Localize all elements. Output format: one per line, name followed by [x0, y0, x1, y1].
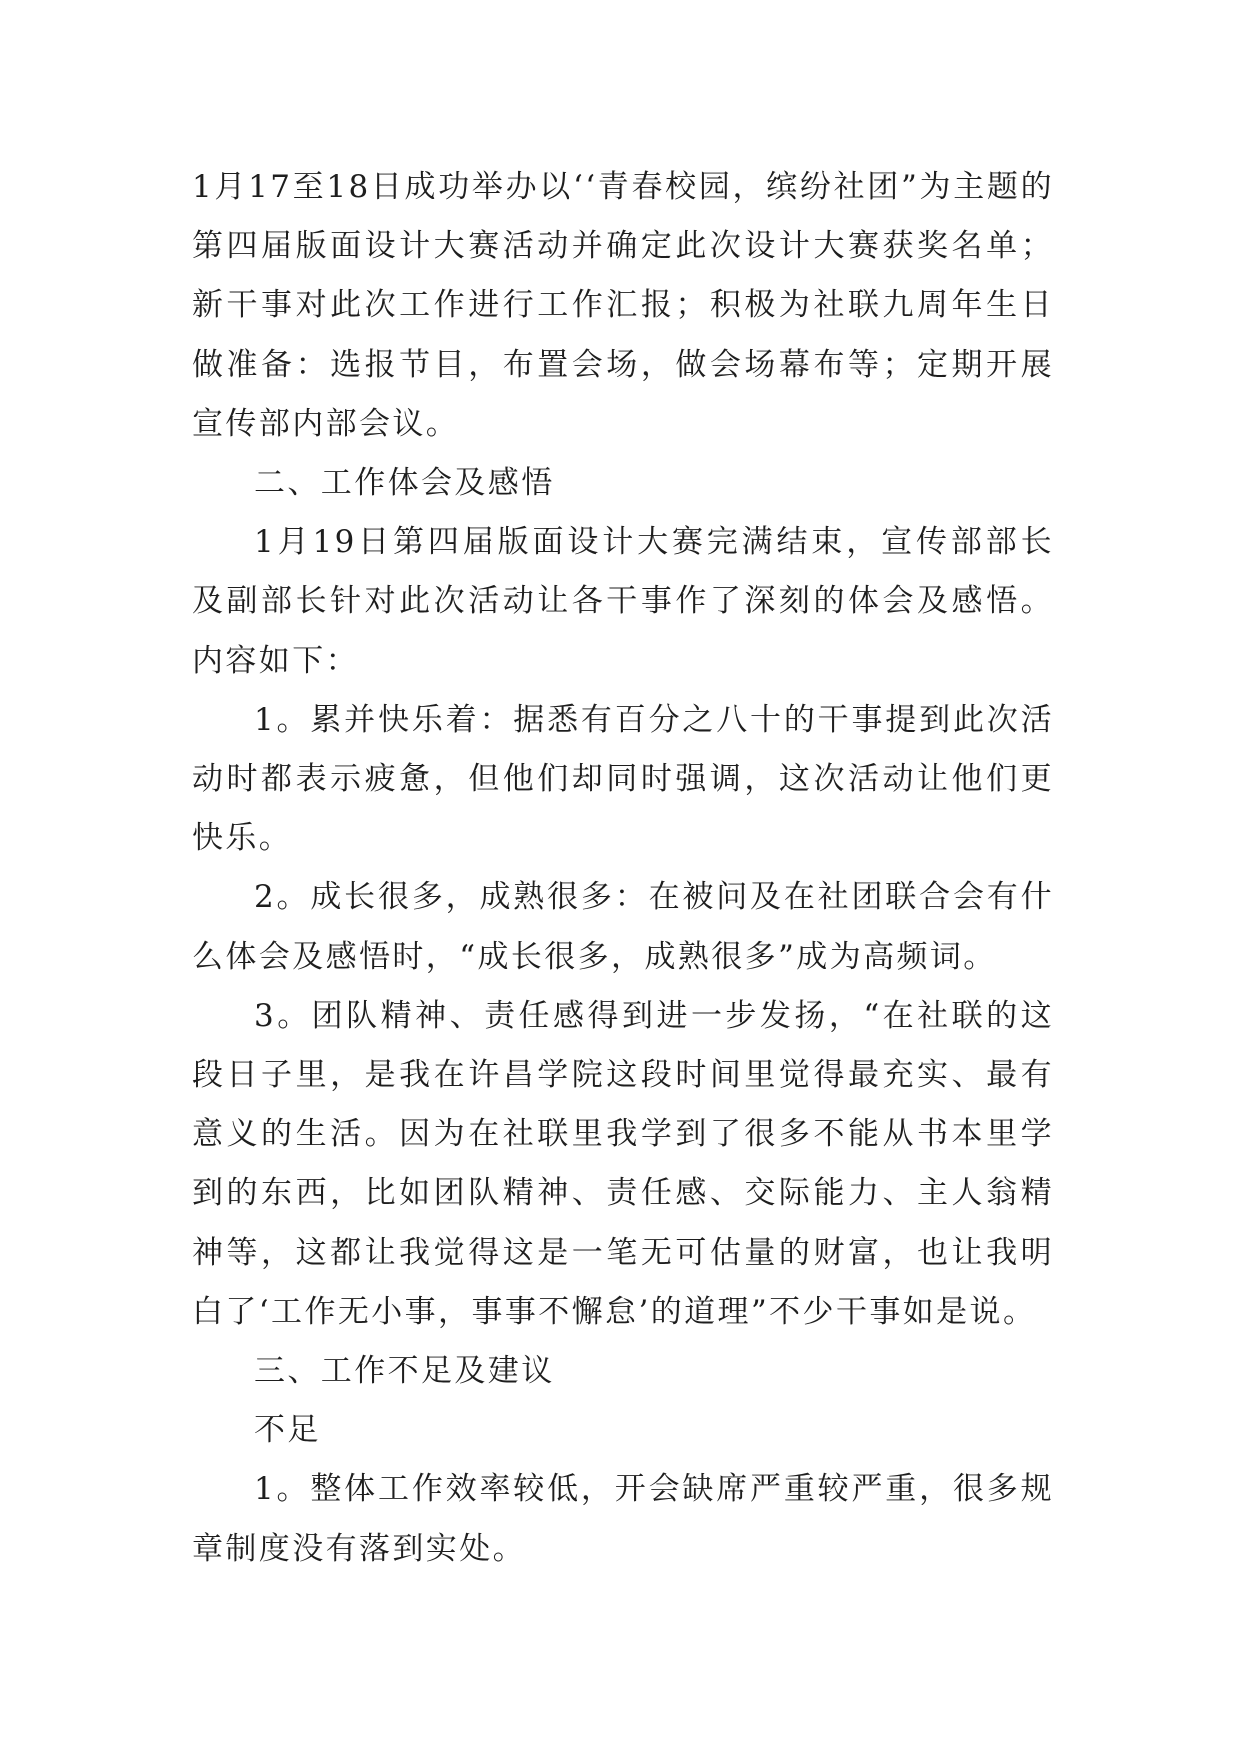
paragraph-shortcoming-1: 1。整体工作效率较低，开会缺席严重较严重，很多规章制度没有落到实处。 [192, 1471, 1054, 1567]
section-heading-shortcomings: 三、工作不足及建议 [254, 1353, 555, 1390]
section-heading-experience: 二、工作体会及感悟 [254, 465, 555, 502]
paragraph-activities-summary: 1月17至18日成功举办以‘‘青春校园，缤纷社团”为主题的第四届版面设计大赛活动并确定此次设计大赛获奖名单；新干事对此次工作进行工作汇报；积极为社联九周年生日做准备：选报节目，布置会场，做会场幕布等；定期开展宣传部内部会议。 [192, 169, 1054, 442]
paragraph-contest-conclusion: 1月19日第四届版面设计大赛完满结束，宣传部部长及副部长针对此次活动让各干事作了深刻的体会及感悟。内容如下： [192, 524, 1054, 679]
document-body [192, 158, 1054, 1579]
paragraph-point-3-team-spirit: 3。团队精神、责任感得到进一步发扬，“在社联的这段日子里，是我在许昌学院这段时间里觉得最充实、最有意义的生活。因为在社联里我学到了很多不能从书本里学到的东西，比如团队精神、责任感、交际能力、主人翁精神等，这都让我觉得这是一笔无可估量的财富，也让我明白了‘工作无小事，事事不懈怠’的道理”不少干事如是说。 [192, 997, 1054, 1330]
paragraph-point-2-growth: 2。成长很多，成熟很多：在被问及在社团联合会有什么体会及感悟时，“成长很多，成熟很多”成为高频词。 [192, 879, 1054, 975]
paragraph-point-1-tired-happy: 1。累并快乐着：据悉有百分之八十的干事提到此次活动时都表示疲惫，但他们却同时强调，这次活动让他们更快乐。 [192, 701, 1054, 857]
subheading-shortcomings: 不足 [254, 1412, 321, 1449]
